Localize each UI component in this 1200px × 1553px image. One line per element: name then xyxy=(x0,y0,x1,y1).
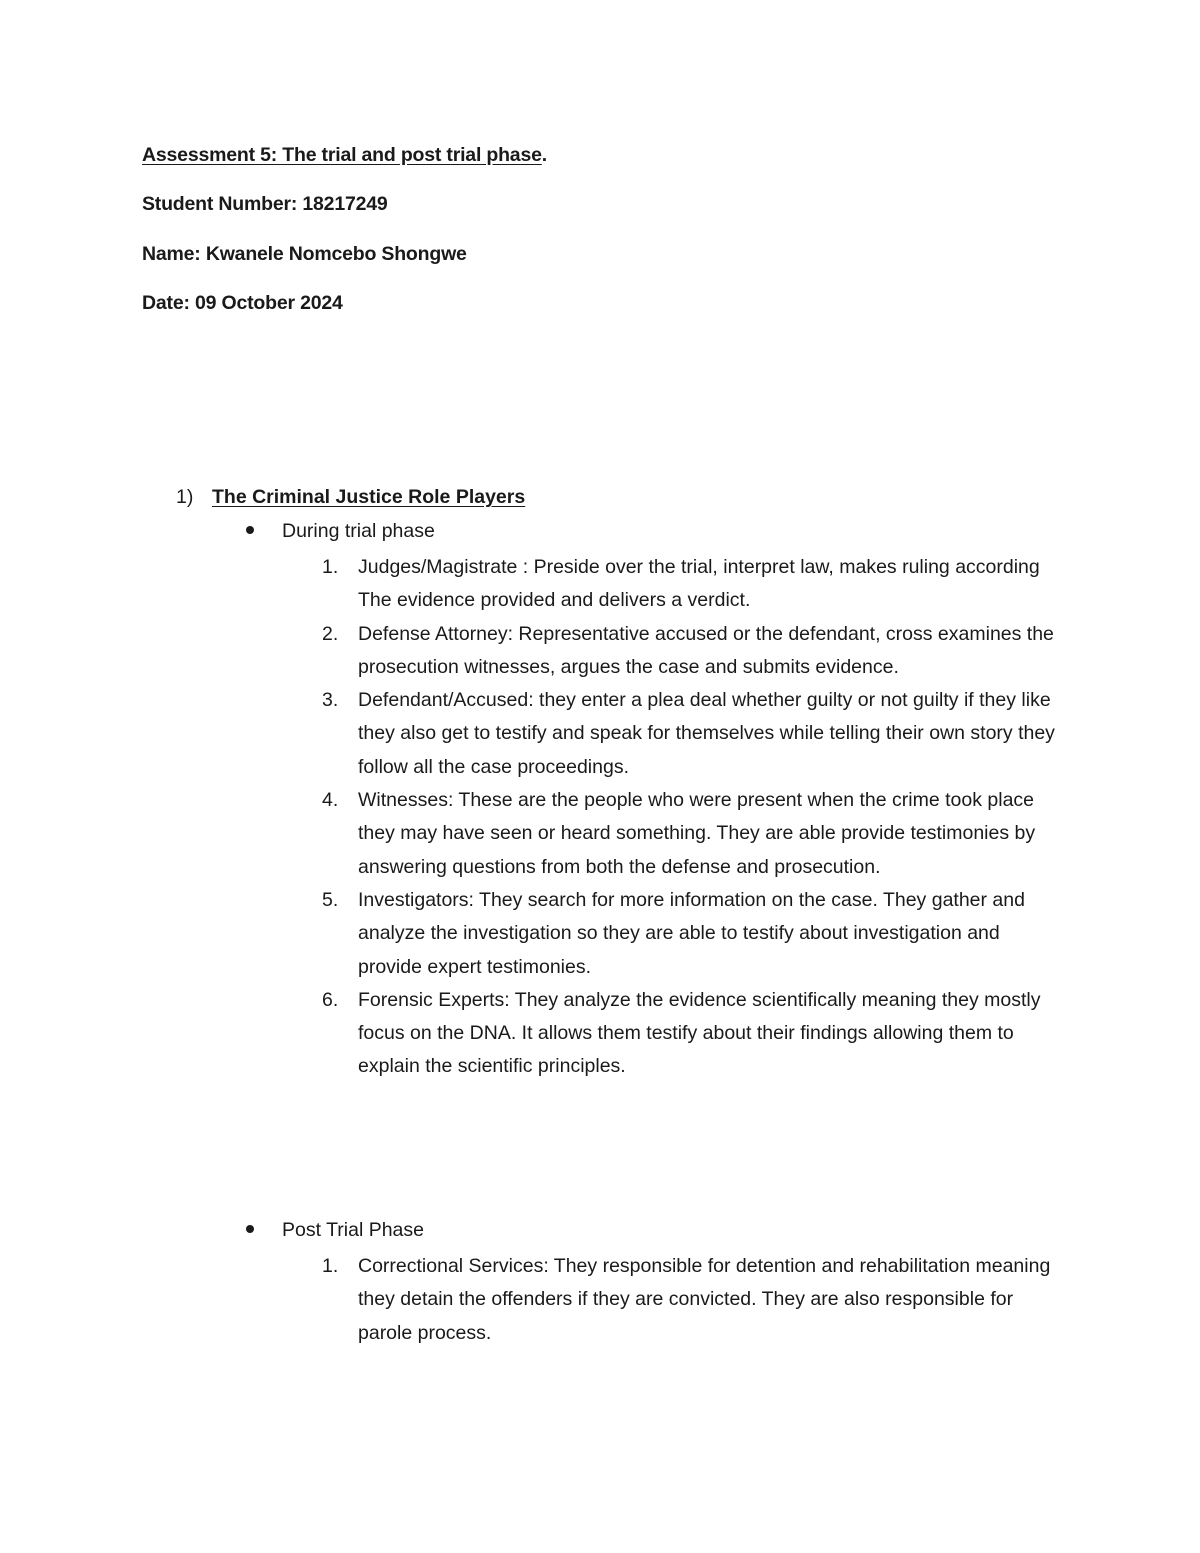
list-item xyxy=(322,884,1062,984)
list-item xyxy=(322,1250,1062,1350)
list-item xyxy=(322,684,1062,784)
list-item-text: Defendant/Accused: they enter a plea deal whether guilty or not guilty if they like they also get to testify and speak for themselves while telling their own story they follow all the case proceedings. xyxy=(358,689,1055,778)
list-item-text: Investigators: They search for more information on the case. They gather and analyze the investigation so they are able to testify about investigation and provide expert testimonies. xyxy=(358,888,1025,978)
list-item-number: 3. xyxy=(322,689,339,712)
list-item-text: Defense Attorney: Representative accused or the defendant, cross examines the prosecution witnesses, argues the case and submits evidence. xyxy=(358,622,1054,678)
list-item-number: 5. xyxy=(322,888,339,911)
list-item xyxy=(322,618,1062,685)
post-trial-phase-label: Post Trial Phase xyxy=(282,1219,424,1241)
post-trial-phase-bullet xyxy=(246,1219,424,1242)
assessment-title-suffix: . xyxy=(541,144,547,166)
list-item-number: 4. xyxy=(322,789,339,812)
section-heading xyxy=(176,486,525,509)
student-name: Name: Kwanele Nomcebo Shongwe xyxy=(142,243,467,265)
list-item xyxy=(322,784,1062,884)
trial-phase-list xyxy=(322,551,1062,1084)
section-number: 1) xyxy=(176,486,194,508)
list-item-text: Correctional Services: They responsible for detention and rehabilitation meaning they detain the offenders if they are convicted. They are also responsible for parole process. xyxy=(358,1255,1051,1344)
list-item-number: 2. xyxy=(322,622,339,645)
post-trial-phase-list xyxy=(322,1250,1062,1350)
list-item xyxy=(322,984,1062,1084)
bullet-dot-icon xyxy=(246,526,254,534)
trial-phase-label: During trial phase xyxy=(282,520,435,542)
list-item-text: Witnesses: These are the people who were present when the crime took place they may have seen or heard something. They are able provide testimonies by answering questions from both the defense and prosecution. xyxy=(358,789,1036,878)
assessment-title-text: Assessment 5: The trial and post trial phase xyxy=(142,144,542,166)
section-title: The Criminal Justice Role Players xyxy=(212,486,526,508)
submission-date: Date: 09 October 2024 xyxy=(142,292,343,314)
list-item-text: Forensic Experts: They analyze the evidence scientifically meaning they mostly focus on the DNA. It allows them testify about their findings allowing them to explain the scientific principles. xyxy=(358,988,1041,1078)
trial-phase-bullet xyxy=(246,520,435,543)
student-number: Student Number: 18217249 xyxy=(142,193,388,215)
list-item-number: 6. xyxy=(322,988,339,1011)
assessment-title xyxy=(142,144,547,167)
list-item-number: 1. xyxy=(322,1255,339,1277)
list-item xyxy=(322,551,1062,618)
bullet-dot-icon xyxy=(246,1225,254,1233)
list-item-text: Judges/Magistrate : Preside over the trial, interpret law, makes ruling according The evidence provided and delivers a verdict. xyxy=(358,556,1040,612)
list-item-number: 1. xyxy=(322,556,339,578)
